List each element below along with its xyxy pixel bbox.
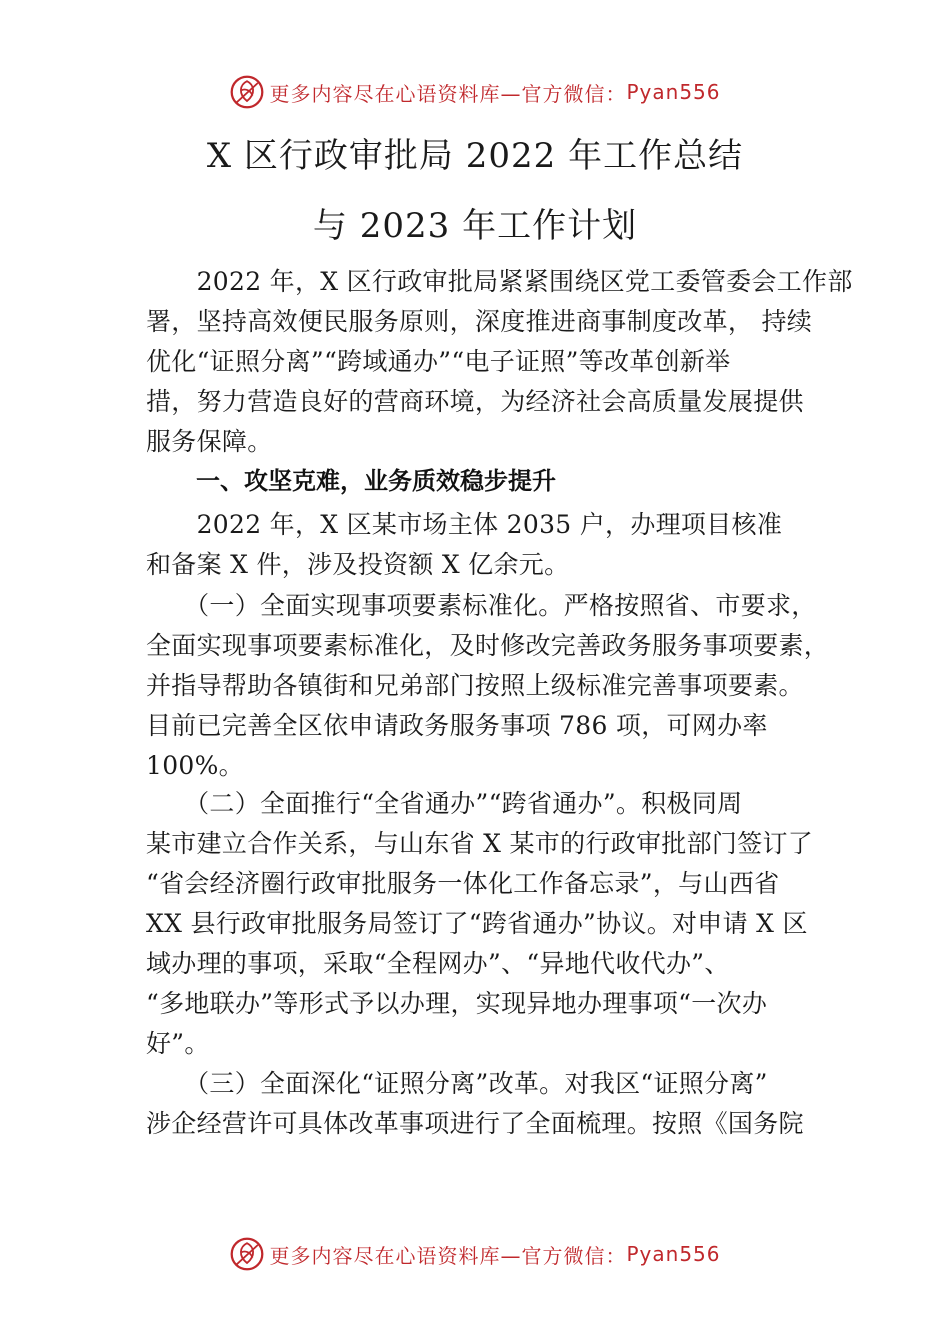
text-line: 服务保障。	[146, 427, 273, 456]
text-line: 好”。	[146, 1029, 210, 1058]
text-line: （一）全面实现事项要素标准化。严格按照省、市要求，	[146, 591, 817, 620]
document-title-line-2: 与 2023 年工作计划	[312, 206, 638, 246]
item-1-paragraph	[146, 586, 830, 786]
intro-paragraph	[146, 262, 853, 462]
text-line: 措，努力营造良好的营商环境，为经济社会高质量发展提供	[146, 387, 804, 416]
text-line: （三）全面深化“证照分离”改革。对我区“证照分离”	[146, 1069, 768, 1098]
watermark-contact: Pyan556	[626, 1242, 721, 1266]
text-line: 署，坚持高效便民服务原则，深度推进商事制度改革， 持续	[146, 307, 813, 336]
text-line: 涉企经营许可具体改革事项进行了全面梳理。按照《国务院	[146, 1109, 804, 1138]
text-line: 目前已完善全区依申请政务服务事项 786 项，可网办率	[146, 711, 768, 740]
rose-flower-icon	[229, 1236, 265, 1272]
watermark-footer	[0, 1232, 950, 1276]
text-line: 2022 年，X 区某市场主体 2035 户，办理项目核准	[146, 510, 783, 539]
text-line: 某市建立合作关系，与山东省 X 某市的行政审批部门签订了	[146, 829, 814, 858]
text-line: “多地联办”等形式予以办理，实现异地办理事项“一次办	[146, 989, 768, 1018]
text-line: 100%。	[146, 751, 244, 780]
text-line: 和备案 X 件，涉及投资额 X 亿余元。	[146, 550, 570, 579]
text-line: 并指导帮助各镇街和兄弟部门按照上级标准完善事项要素。	[146, 671, 804, 700]
text-line: 全面实现事项要素标准化，及时修改完善政务服务事项要素，	[146, 631, 830, 660]
text-line: 2022 年，X 区行政审批局紧紧围绕区党工委管委会工作部	[146, 267, 853, 296]
text-line: 优化“证照分离”“跨域通办”“电子证照”等改革创新举	[146, 347, 731, 376]
section-1-heading: 一、攻坚克难，业务质效稳步提升	[196, 467, 556, 495]
text-line: （二）全面推行“全省通办”“跨省通办”。积极同周	[146, 789, 743, 818]
text-line: XX 县行政审批服务局签订了“跨省通办”协议。对申请 X 区	[146, 909, 808, 938]
text-line: 域办理的事项，采取“全程网办”、“异地代收代办”、	[146, 949, 730, 978]
section-1-summary	[146, 505, 826, 585]
text-line: “省会经济圈行政审批服务一体化工作备忘录”，与山西省	[146, 869, 780, 898]
watermark-header	[0, 70, 950, 114]
watermark-text: 更多内容尽在心语资料库—官方微信：	[269, 81, 627, 106]
rose-flower-icon	[229, 74, 265, 110]
document-title-line-1: X 区行政审批局 2022 年工作总结	[206, 136, 744, 176]
item-2-paragraph	[146, 784, 826, 1064]
item-3-paragraph	[146, 1064, 826, 1144]
watermark-contact: Pyan556	[626, 80, 721, 104]
watermark-text: 更多内容尽在心语资料库—官方微信：	[269, 1243, 627, 1268]
